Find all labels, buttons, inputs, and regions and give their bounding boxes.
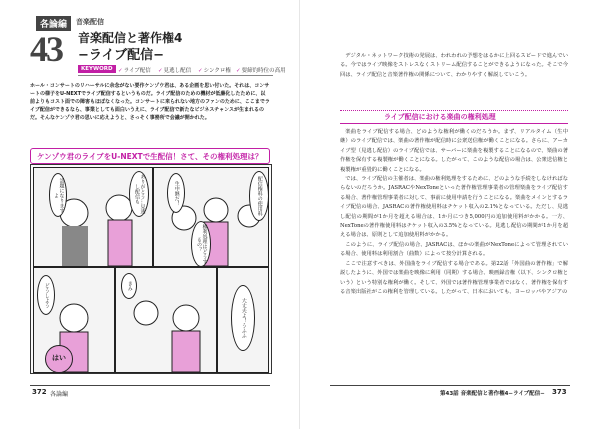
- body-text: [340, 128, 568, 297]
- body-paragraph: 楽曲をライブ配信する場合、どのような権利が働くのだろうか。まず、リアルタイム（生中継）のライブ配信では、楽曲の著作権が配信時に公衆送信権が働くことになる。さらに、アーカイブ型（見逃し配信）のライブ配信では、サーバーに楽曲を複製することになるので、楽曲の著作権を保有する複製権が働くことになる。したがって、このような配信の場合は、公衆送信権と複製権が重畳的に働くことになる。: [340, 129, 568, 173]
- page-footer-label: 各論編: [50, 391, 69, 398]
- speech-bubble: 権利処理はどうするの？: [191, 221, 211, 267]
- manga-illustration: [30, 164, 272, 374]
- keyword-label: KEYWORD: [78, 65, 116, 73]
- section-heading-box: [340, 110, 568, 124]
- keyword-item: ✓見逃し配信: [158, 68, 192, 74]
- keyword-item: ✓シンクロ権: [198, 68, 231, 74]
- body-paragraph: ここで注意すべきは、外国曲をライブ配信する場合である。第22話「外国曲の著作権」で解説したように、外国では楽曲を映像に利用（同期）する場合、映画録音権（以下、シンクロ権という）という特別な権利が働く。そして、外国では著作権管理事業者ではなく、著作権を保有する音楽出版社がこの権利を管理している。したがって、日本においても、ヨーロッパやアジアの: [340, 260, 568, 295]
- keyword-item: ✓ライブ配信: [118, 68, 151, 74]
- body-paragraph: では、ライブ配信の主催者は、楽曲の権利処理をするために、どのような手続をしなければならないのだろうか。JASRACやNexToneといった著作権管理事業者の管理楽曲をライブ配信する場合、著作権管理事業者に対して、事前に使用申請を行うことになる。楽曲をメインとするライブ配信の場合、JASRACの著作権使用料はチケット収入の2.1%となっている。ただし、見逃し配信の期間が1か月を超える場合は、1か月につき5,000円の追加使用料がかかる。一方、NexToneの著作権使用料はチケット収入の3.5%となっている。見逃し配信の期間が1か月を超える場合は、原則として追加使用料がかかる。: [340, 176, 568, 239]
- speech-bubble: ありがとう…見逃し配信も: [129, 171, 149, 217]
- footer-rule: [330, 385, 570, 386]
- manga-title-box: [30, 148, 270, 164]
- body-paragraph: このように、ライブ配信の場合、JASRACは、ほかの楽曲がNexToneによって管理されている場合、使用料は利用割合（曲数）によって按分計算される。: [340, 241, 568, 258]
- chapter-number: 43: [30, 29, 62, 69]
- section-tag: 各論編: [36, 16, 71, 31]
- chapter-title: 音楽配信と著作権4: [78, 31, 183, 45]
- speech-bubble: 話題になりますよ: [49, 173, 67, 217]
- speech-bubble: 大丈夫よ！うふふ: [231, 285, 255, 351]
- speech-bubble: 配信権料の使用料: [249, 171, 269, 221]
- page-number: 373: [552, 388, 567, 396]
- chapter-subtitle: −ライブ配信−: [78, 48, 165, 63]
- speech-bubble: きみ: [121, 273, 137, 299]
- speech-bubble: どうしよう: [37, 275, 55, 315]
- speech-bubble: 生中継だ！: [167, 173, 185, 213]
- page-footer-label: 第43話 音楽配信と著作権4−ライブ配信−: [440, 391, 545, 397]
- manga-title: ケンゾウ君のライブをU-NEXTで生配信！さて、その権利処理は？: [37, 152, 263, 161]
- intro-text: ホール・コンサートのリハーサルに余念がない要作ケンゾウ君は、ある企画を思い付いた。それは、コンサートの様子をU-NEXTでライブ配信するというものだ。ライブ配信のための機材が低廉化したために、以前よりもコスト面での障害もほぼなくなった。コンサートに来られない地方のファンのために、ここまでライブ配信ができるなら、事業としても面白いうえに、ライブ配信で新たなビジネスチャンスが生まれるのだ。そんなケンゾウ君の思いに応えようと、さっそく事務所で会議が開かれた。: [30, 83, 270, 121]
- body-paragraph: デジタル・ネットワーク技術の発展は、われわれの予想をはるかに上回るスピードで進んでいる。今ではライブ映像をストレスなくストリーム配信することができるようになった。そこで今回は、ライブ配信と音楽著作権の関係について、わかりやすく解説していこう。: [340, 53, 568, 78]
- section-subtitle: 音楽配信: [76, 18, 104, 26]
- page-number: 372: [32, 388, 47, 396]
- speech-bubble: はい: [45, 345, 73, 373]
- section-heading: ライブ配信における楽曲の権利処理: [384, 113, 496, 121]
- footer-rule: [30, 385, 270, 386]
- keyword-item: ✓要締約時位の高用: [236, 68, 286, 74]
